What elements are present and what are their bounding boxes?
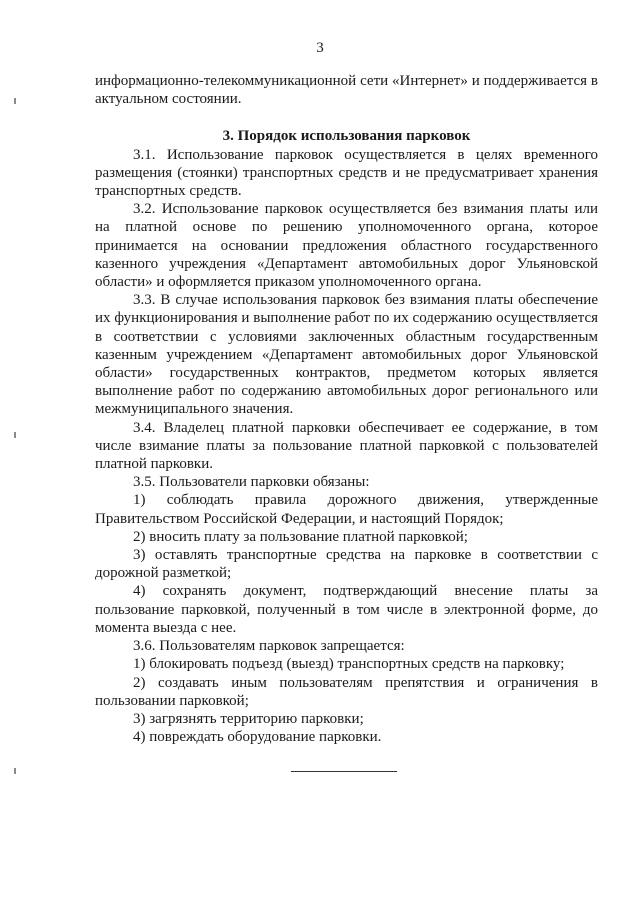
page-number: 3	[316, 40, 324, 56]
list-item-3-5-4: 4) сохранять документ, подтверждающий внесение платы за пользование парковкой, полученный в том числе в электронной форме, до момента выезда с нее.	[95, 583, 598, 636]
paragraph-3-5: 3.5. Пользователи парковки обязаны:	[133, 474, 370, 491]
list-item-3-5-3: 3) оставлять транспортные средства на парковке в соответствии с дорожной разметкой;	[95, 547, 598, 582]
end-divider-line	[291, 771, 397, 772]
paragraph-3-2: 3.2. Использование парковок осуществляется без взимания платы или на платной основе по решению уполномоченного органа, которое принимается на основании предложения областного государственного казенного учреждения «Департамент автомобильных дорог Ульяновской области» и оформляется приказом уполномоченного органа.	[95, 201, 598, 291]
list-item-3-5-2: 2) вносить плату за пользование платной парковкой;	[133, 528, 468, 545]
list-item-3-6-4: 4) повреждать оборудование парковки.	[133, 729, 382, 746]
paragraph-3-1: 3.1. Использование парковок осуществляется в целях временного размещения (стоянки) транспортных средств и не предусматривает хранения транспортных средств.	[95, 146, 598, 200]
document-body	[95, 72, 598, 746]
scan-margin-mark	[14, 432, 16, 438]
continuation-paragraph: информационно-телекоммуникационной сети «Интернет» и поддерживается в актуальном состоянии.	[95, 73, 598, 108]
scan-margin-mark	[14, 768, 16, 774]
paragraph-3-4: 3.4. Владелец платной парковки обеспечивает ее содержание, в том числе взимание платы за пользование платной парковкой с пользователей платной парковки.	[95, 419, 598, 473]
paragraph-3-3: 3.3. В случае использования парковок без взимания платы обеспечение их функционирования и выполнение работ по их содержанию осуществляется в соответствии с условиями заключенных областным государственным казенным учреждением «Департамент автомобильных дорог Ульяновской области» государственных контрактов, предметом которых является выполнение работ по содержанию автомобильных дорог регионального или межмуниципального значения.	[95, 292, 598, 418]
paragraph-3-6: 3.6. Пользователям парковок запрещается:	[133, 638, 405, 655]
list-item-3-6-1: 1) блокировать подъезд (выезд) транспортных средств на парковку;	[133, 656, 565, 673]
list-item-3-6-2: 2) создавать иным пользователям препятствия и ограничения в пользовании парковкой;	[95, 674, 598, 709]
list-item-3-6-3: 3) загрязнять территорию парковки;	[133, 710, 364, 727]
list-item-3-5-1: 1) соблюдать правила дорожного движения, утвержденные Правительством Российской Федерации, и настоящий Порядок;	[95, 492, 598, 527]
scan-margin-mark	[14, 98, 16, 104]
section-title: 3. Порядок использования парковок	[222, 128, 471, 145]
